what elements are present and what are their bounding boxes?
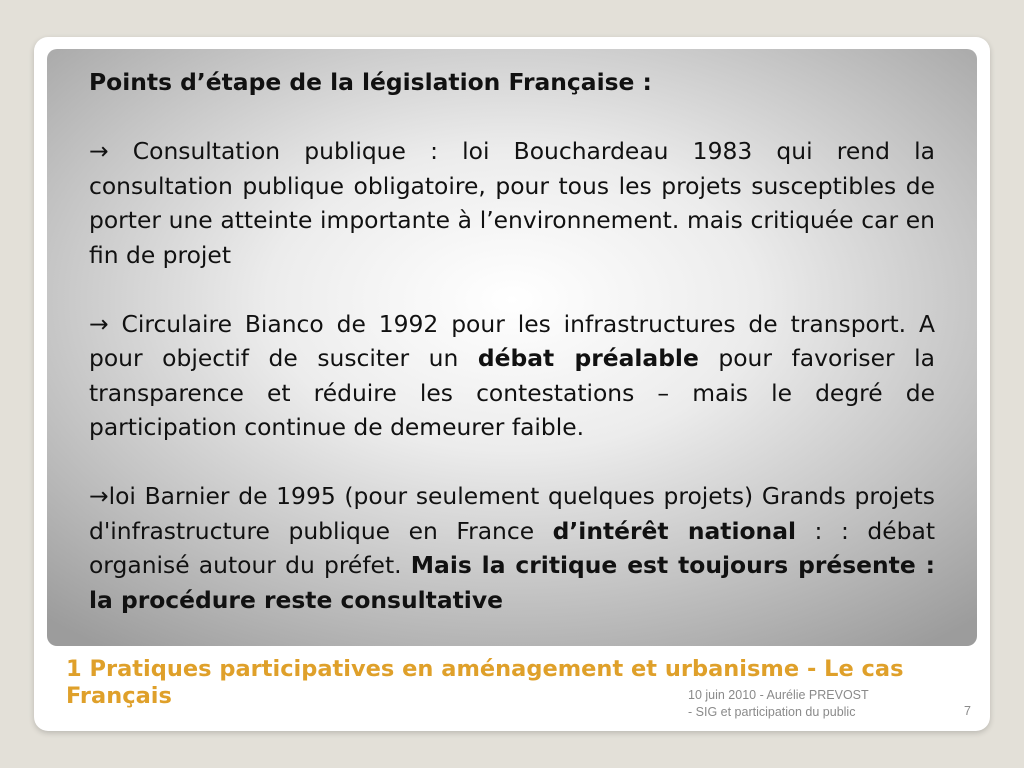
emphasis-text: d’intérêt national xyxy=(552,516,797,545)
emphasis-text: débat préalable xyxy=(477,344,699,372)
paragraph-text: Consultation publique : loi Bouchardeau 1983 qui rend la consultation publique obligatoire, pour tous les projets susceptibles de porter une atteinte importante à l’environnement. mais critiquée car en fin de projet xyxy=(89,137,935,269)
footer-date-line: - SIG et participation du public xyxy=(688,705,856,719)
content-box xyxy=(47,49,977,646)
page-number: 7 xyxy=(964,704,971,718)
slide-heading: Points d’étape de la législation Française : xyxy=(89,68,652,96)
slide xyxy=(34,37,990,731)
arrow-icon: → xyxy=(89,137,109,165)
paragraph-text: : : débat organisé autour du préfet. xyxy=(89,516,935,579)
paragraph-text: loi Barnier de 1995 (pour seulement quelques projets) Grands projets d'infrastructure publique en France xyxy=(89,482,935,545)
paragraph-barnier xyxy=(89,479,935,617)
footer-date-line: 10 juin 2010 - Aurélie PREVOST xyxy=(688,688,869,702)
arrow-icon: → xyxy=(89,482,109,510)
paragraph-bianco xyxy=(89,307,935,445)
arrow-icon: → xyxy=(89,309,109,338)
emphasis-text: Mais la critique est toujours présente : la procédure reste consultative xyxy=(89,551,935,614)
footer-date xyxy=(688,687,869,721)
paragraph-text: Circulaire Bianco de 1992 pour les infrastructures de transport. A pour objectif de susciter un xyxy=(89,309,935,372)
paragraph-text: pour favoriser la transparence et réduire les contestations – mais le degré de participation continue de demeurer faible. xyxy=(89,344,935,441)
footer-title: 1 Pratiques participatives en aménagement et urbanisme - Le cas Français xyxy=(66,656,904,709)
paragraph-bouchardeau xyxy=(89,134,935,272)
